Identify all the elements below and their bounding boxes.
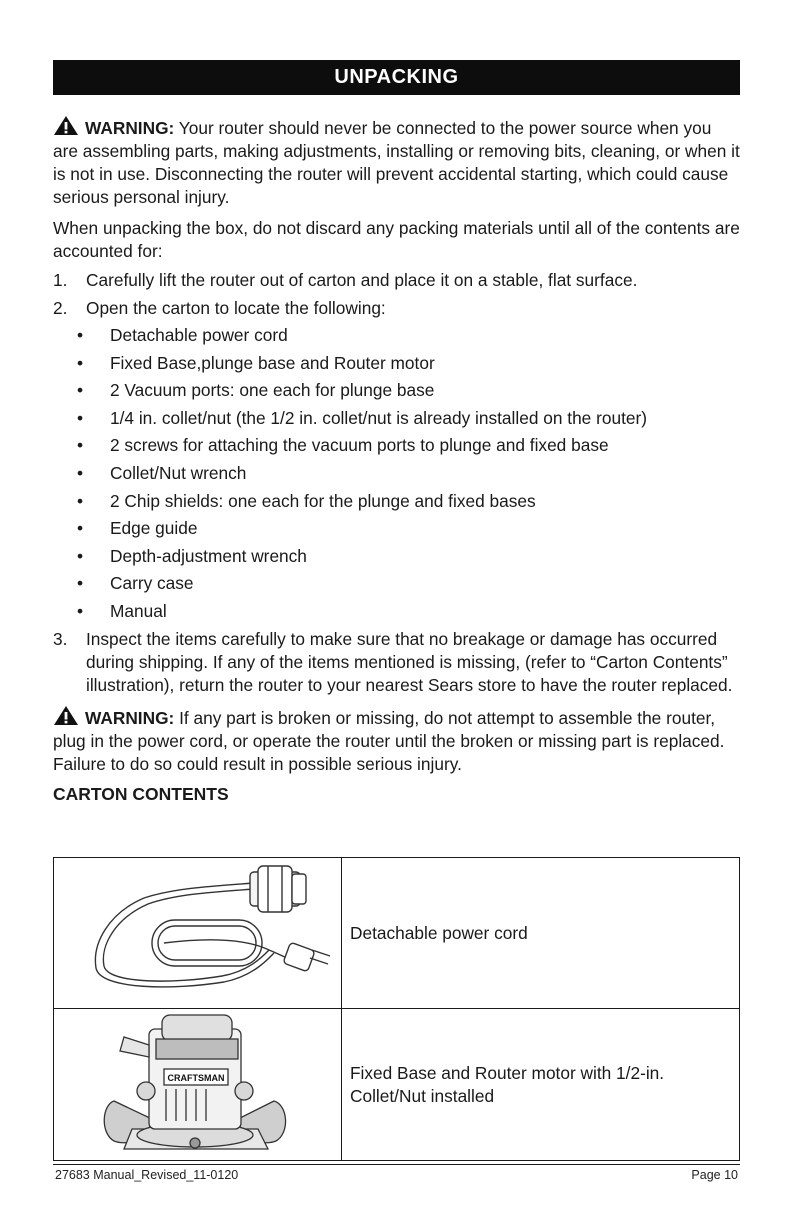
page-footer — [55, 1168, 738, 1182]
contents-list — [53, 324, 740, 623]
bullet-icon: • — [77, 435, 84, 456]
step-text: Open the carton to locate the following: — [86, 298, 386, 318]
list-item-text: 2 Chip shields: one each for the plunge and fixed bases — [110, 490, 536, 511]
list-item — [77, 434, 740, 457]
list-item-text: Collet/Nut wrench — [110, 462, 247, 483]
warning-paragraph — [53, 115, 740, 209]
list-item-text: Detachable power cord — [110, 325, 288, 345]
table-row — [54, 1009, 740, 1161]
list-item — [77, 572, 740, 595]
bullet-icon: • — [77, 325, 84, 345]
table-row — [54, 858, 740, 1009]
carton-contents-table — [53, 857, 740, 1161]
warning-text: Your router should never be connected to the power source when you are assembling parts, making adjustments, installing or removing bits, cleaning, or when it is not in use. Disconnecting the router will prevent accidental starting, which could cause serious personal injury. — [53, 118, 740, 207]
router-illustration-cell — [54, 1009, 342, 1161]
footer-page-number: Page 10 — [691, 1168, 738, 1182]
list-item-text: Carry case — [110, 573, 194, 594]
warning-text: If any part is broken or missing, do not attempt to assemble the router, plug in the power cord, or operate the router until the broken or missing part is replaced. Failure to do so could result in possible serious injury. — [53, 707, 725, 774]
list-item — [77, 324, 740, 347]
list-item — [77, 462, 740, 485]
bullet-icon: • — [77, 462, 84, 483]
carton-contents-heading: CARTON CONTENTS — [53, 783, 229, 804]
list-item-text: 2 screws for attaching the vacuum ports to plunge and fixed base — [110, 435, 609, 456]
list-item-text: Fixed Base,plunge base and Router motor — [110, 352, 435, 373]
table-cell-description-text: Fixed Base and Router motor with 1/2-in. Collet/Nut installed — [350, 1062, 665, 1106]
list-item-text: Manual — [110, 600, 167, 621]
bullet-icon: • — [77, 380, 84, 401]
step-item — [53, 628, 740, 697]
list-item — [77, 600, 740, 623]
step-number: 2. — [53, 298, 68, 318]
list-item-text: Depth-adjustment wrench — [110, 545, 307, 566]
list-item — [77, 545, 740, 568]
bullet-icon: • — [77, 518, 84, 539]
list-item-text: 1/4 in. collet/nut (the 1/2 in. collet/nut is already installed on the router) — [110, 407, 647, 428]
unpacking-steps — [53, 269, 740, 320]
bullet-icon: • — [77, 545, 84, 566]
footer-divider — [53, 1164, 740, 1165]
step-number: 1. — [53, 270, 68, 290]
footer-document-id: 27683 Manual_Revised_11-0120 — [55, 1168, 239, 1182]
table-cell-description — [342, 1009, 740, 1161]
list-item — [77, 407, 740, 430]
list-item — [77, 517, 740, 540]
bullet-icon: • — [77, 490, 84, 511]
step-item — [53, 297, 740, 320]
step-text: Carefully lift the router out of carton and place it on a stable, flat surface. — [86, 270, 638, 290]
step-item — [53, 269, 740, 292]
router-illustration — [54, 1009, 339, 1155]
warning-triangle-icon — [53, 705, 79, 726]
warning-label: WARNING: — [85, 118, 175, 138]
manual-page — [53, 60, 740, 806]
list-item — [77, 379, 740, 402]
list-item-text: 2 Vacuum ports: one each for plunge base — [110, 380, 435, 401]
power-cord-illustration-cell — [54, 858, 342, 1009]
step-number: 3. — [53, 628, 68, 649]
list-item-text: Edge guide — [110, 518, 198, 539]
warning-label: WARNING: — [85, 707, 175, 728]
bullet-icon: • — [77, 573, 84, 594]
step-text: Inspect the items carefully to make sure that no breakage or damage has occurred during shipping. If any of the items mentioned is missing, (refer to “Carton Contents” illustration), return the router to your nearest Sears store to have the router replaced. — [86, 628, 733, 695]
unpacking-steps-continued — [53, 628, 740, 697]
table-cell-description: Detachable power cord — [342, 858, 740, 1009]
warning-triangle-icon — [53, 115, 79, 136]
list-item — [77, 490, 740, 513]
bullet-icon: • — [77, 407, 84, 428]
intro-paragraph: When unpacking the box, do not discard any packing materials until all of the contents are accounted for: — [53, 218, 740, 261]
bullet-icon: • — [77, 600, 84, 621]
section-banner: UNPACKING — [53, 60, 740, 95]
warning-paragraph-2 — [53, 705, 740, 776]
bullet-icon: • — [77, 352, 84, 373]
power-cord-illustration — [54, 858, 339, 1003]
router-brand-label: CRAFTSMAN — [167, 1073, 225, 1083]
list-item — [77, 352, 740, 375]
